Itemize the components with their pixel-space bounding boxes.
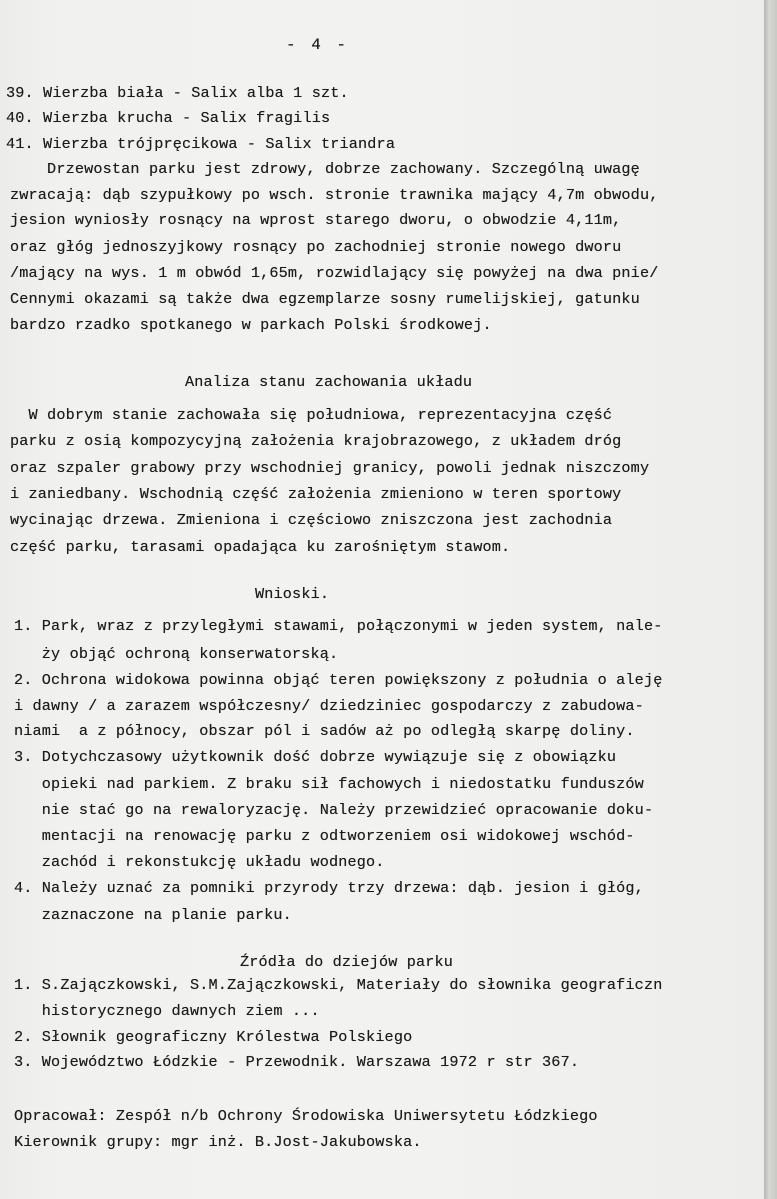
species-line: 39. Wierzba biała - Salix alba 1 szt. <box>6 84 349 102</box>
footer-line: Kierownik grupy: mgr inż. B.Jost-Jakubowska. <box>14 1133 422 1151</box>
paragraph-line: Drzewostan parku jest zdrowy, dobrze zachowany. Szczególną uwagę <box>10 160 640 178</box>
list-line: 1. Park, wraz z przyległymi stawami, połączonymi w jeden system, nale- <box>14 617 663 635</box>
paragraph-line: W dobrym stanie zachowała się południowa, reprezentacyjna część <box>10 406 613 424</box>
paragraph-line: oraz szpaler grabowy przy wschodniej granicy, powoli jednak niszczomy <box>10 459 650 477</box>
source-line: 3. Województwo Łódzkie - Przewodnik. Warszawa 1972 r str 367. <box>14 1053 580 1071</box>
list-line: zaznaczone na planie parku. <box>14 906 292 924</box>
paragraph-line: część parku, tarasami opadająca ku zarośniętym stawom. <box>10 538 511 556</box>
footer-line: Opracował: Zespół n/b Ochrony Środowiska Uniwersytetu Łódzkiego <box>14 1107 598 1125</box>
paragraph-line: zwracają: dąb szypułkowy po wsch. stronie trawnika mający 4,7m obwodu, <box>10 186 659 204</box>
list-line: niami a z północy, obszar pól i sadów aż po odległą skarpę doliny. <box>14 722 635 740</box>
source-line: 2. Słownik geograficzny Królestwa Polskiego <box>14 1028 413 1046</box>
binding-edge <box>764 0 777 1199</box>
list-line: nie stać go na rewaloryzację. Należy przewidzieć opracowanie doku- <box>14 801 654 819</box>
list-line: zachód i rekonstukcję układu wodnego. <box>14 853 385 871</box>
list-line: 2. Ochrona widokowa powinna objąć teren powiększony z południa o aleję <box>14 671 663 689</box>
paragraph-line: bardzo rzadko spotkanego w parkach Polski środkowej. <box>10 316 492 334</box>
list-line: mentacji na renowację parku z odtworzeniem osi widokowej wschód- <box>14 827 635 845</box>
list-line: 3. Dotychczasowy użytkownik dość dobrze wywiązuje się z obowiązku <box>14 748 617 766</box>
list-line: opieki nad parkiem. Z braku sił fachowych i niedostatku funduszów <box>14 775 644 793</box>
source-line: 1. S.Zajączkowski, S.M.Zajączkowski, Materiały do słownika geograficzn <box>14 976 663 994</box>
section-heading: Analiza stanu zachowania układu <box>185 373 473 391</box>
section-heading: Źródła do dziejów parku <box>240 953 454 971</box>
paragraph-line: /mający na wys. 1 m obwód 1,65m, rozwidlający się powyżej na dwa pnie/ <box>10 264 659 282</box>
list-line: ży objąć ochroną konserwatorską. <box>14 645 339 663</box>
section-heading: Wnioski. <box>255 585 330 603</box>
paragraph-line: wycinając drzewa. Zmieniona i częściowo zniszczona jest zachodnia <box>10 511 613 529</box>
paragraph-line: i zaniedbany. Wschodnią część założenia zmieniono w teren sportowy <box>10 485 622 503</box>
paragraph-line: parku z osią kompozycyjną założenia krajobrazowego, z układem dróg <box>10 432 622 450</box>
list-line: 4. Należy uznać za pomniki przyrody trzy drzewa: dąb. jesion i głóg, <box>14 879 644 897</box>
list-line: i dawny / a zarazem współczesny/ dziedziniec gospodarczy z zabudowa- <box>14 697 644 715</box>
species-line: 40. Wierzba krucha - Salix fragilis <box>6 109 331 127</box>
paragraph-line: Cennymi okazami są także dwa egzemplarze sosny rumelijskiej, gatunku <box>10 290 640 308</box>
paragraph-line: oraz głóg jednoszyjkowy rosnący po zachodniej stronie nowego dworu <box>10 238 622 256</box>
page-number: - 4 - <box>286 36 350 54</box>
paragraph-line: jesion wyniosły rosnący na wprost starego dworu, o obwodzie 4,11m, <box>10 211 622 229</box>
source-line: historycznego dawnych ziem ... <box>14 1002 320 1020</box>
species-line: 41. Wierzba trójpręcikowa - Salix triandra <box>6 135 396 153</box>
